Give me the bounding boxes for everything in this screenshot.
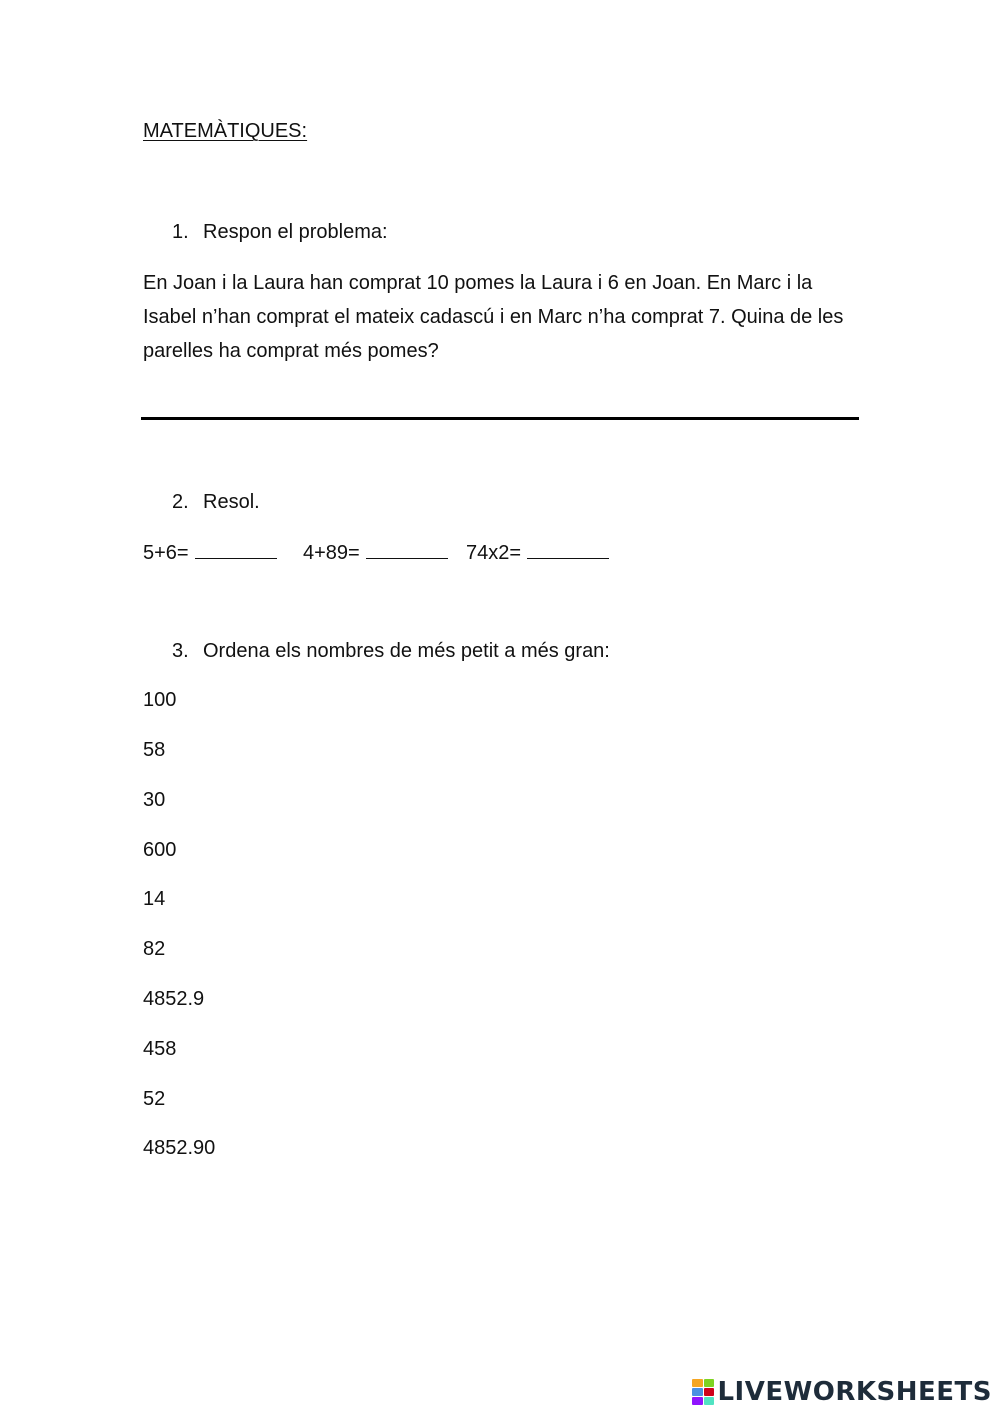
question-2-prompt: Resol. xyxy=(203,491,260,513)
operation-2 xyxy=(303,540,448,565)
operation-3-answer-field[interactable] xyxy=(527,540,609,559)
operation-1-label: 5+6= xyxy=(143,542,189,564)
question-3-number: 3. xyxy=(172,640,189,662)
logo-cell xyxy=(704,1379,715,1387)
operation-1 xyxy=(143,540,277,565)
operation-2-label: 4+89= xyxy=(303,542,360,564)
operation-1-answer-field[interactable] xyxy=(195,540,277,559)
page-title: MATEMÀTIQUES: xyxy=(143,120,308,142)
number-item[interactable]: 82 xyxy=(143,938,166,960)
logo-cell xyxy=(704,1397,715,1405)
logo-cell xyxy=(692,1397,703,1405)
question-1-problem-text: En Joan i la Laura han comprat 10 pomes la Laura i 6 en Joan. En Marc i la Isabel n’han comprat el mateix cadascú i en Marc n’ha comprat 7. Quina de les parelles ha comprat més pomes? xyxy=(143,272,844,362)
number-item[interactable]: 4852.90 xyxy=(143,1137,216,1159)
number-item[interactable]: 14 xyxy=(143,888,166,910)
logo-cell xyxy=(692,1388,703,1396)
logo-cell xyxy=(692,1379,703,1387)
number-item[interactable]: 30 xyxy=(143,789,166,811)
number-item[interactable]: 458 xyxy=(143,1038,177,1060)
question-3-prompt: Ordena els nombres de més petit a més gran: xyxy=(203,640,610,662)
operation-3 xyxy=(466,540,609,565)
liveworksheets-brand xyxy=(692,1375,992,1409)
question-1-number: 1. xyxy=(172,221,189,243)
logo-cell xyxy=(704,1388,715,1396)
question-1-answer-field[interactable] xyxy=(141,417,859,420)
number-item[interactable]: 600 xyxy=(143,839,177,861)
number-item[interactable]: 58 xyxy=(143,739,166,761)
liveworksheets-wordmark: LIVEWORKSHEETS xyxy=(717,1377,992,1407)
number-item[interactable]: 100 xyxy=(143,689,177,711)
liveworksheets-logo-icon xyxy=(692,1379,714,1405)
question-1-prompt: Respon el problema: xyxy=(203,221,388,243)
question-2-number: 2. xyxy=(172,491,189,513)
number-item[interactable]: 4852.9 xyxy=(143,988,205,1010)
operation-3-label: 74x2= xyxy=(466,542,522,564)
operation-2-answer-field[interactable] xyxy=(366,540,448,559)
number-item[interactable]: 52 xyxy=(143,1088,166,1110)
